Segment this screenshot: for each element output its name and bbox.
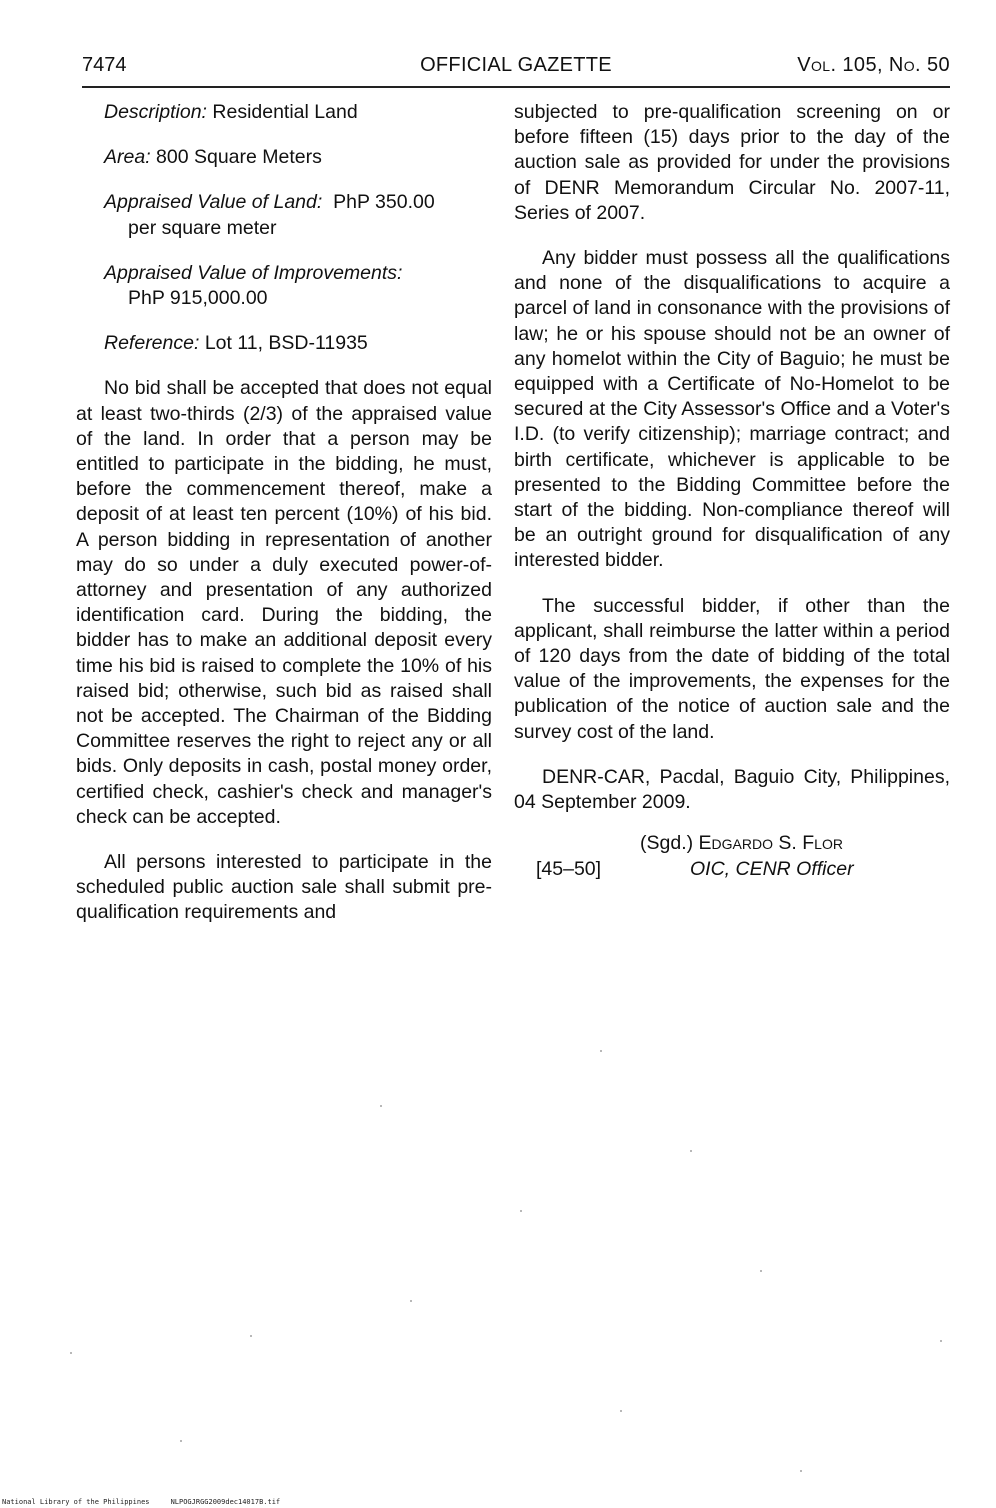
- page-number: 7474: [82, 54, 127, 76]
- signed-line: [640, 831, 843, 856]
- scan-speck: [690, 1150, 692, 1152]
- publication-title: OFFICIAL GAZETTE: [420, 54, 612, 76]
- land-value-value: PhP 350.00: [333, 191, 435, 214]
- description-field: [104, 100, 492, 125]
- scan-speck: [250, 1335, 252, 1337]
- signatory-title: OIC, CENR Officer: [690, 858, 854, 881]
- scan-speck: [520, 1210, 522, 1212]
- scan-speck: [70, 1352, 72, 1354]
- improvements-value: PhP 915,000.00: [128, 287, 268, 310]
- area-label: Area:: [104, 146, 151, 169]
- scan-speck: [800, 1470, 802, 1472]
- right-column: [514, 100, 950, 887]
- scan-speck: [180, 1440, 182, 1442]
- signature-block: [514, 831, 950, 887]
- reference-label: Reference:: [104, 332, 200, 355]
- any-bidder-paragraph: Any bidder must possess all the qualifications and none of the disqualifications to acquire a parcel of land in consonance with the provisions of law; he or his spouse should not be an owner of any homelot within the City of Baguio; he must be equipped with a Certificate of No-Homelot to be secured at the City Assessor's Office and a Voter's I.D. (to verify citizenship); marriage contract; and birth certificate, whichever is applicable to be presented to the Bidding Committee before the start of the bidding. Non-compliance thereof will be an outright ground for disqualification of any interested bidder.: [514, 247, 950, 572]
- subjected-paragraph: subjected to pre-qualification screening on or before fifteen (15) days prior to the day of the auction sale as provided for under the provisions of DENR Memorandum Circular No. 2007-11, Series of 2007.: [514, 101, 950, 224]
- issue-reference: [45–50]: [536, 858, 602, 881]
- improvements-field: [104, 261, 492, 311]
- scan-speck: [940, 1340, 942, 1342]
- reference-field: [104, 331, 492, 356]
- no-bid-paragraph: No bid shall be accepted that does not equal at least two-thirds (2/3) of the appraised value of the land. In order that a person may be entitled to participate in the bidding, he must, before the commencement thereof, make a deposit of at least ten percent (10%) of his bid. A person bidding in representation of another may do so under a duly executed power-of-attorney and presentation of any authorized identification card. During the bidding, the bidder has to make an additional deposit every time his bid is raised to complete the 10% of his raised bid; otherwise, such bid as raised shall not be accepted. The Chairman of the Bidding Committee reserves the right to reject any or all bids. Only deposits in cash, postal money order, certified check, cashier's check and manager's check can be accepted.: [76, 377, 492, 828]
- scan-speck: [380, 1105, 382, 1107]
- signed-marker: (Sgd.): [640, 832, 694, 855]
- improvements-label: Appraised Value of Improvements:: [104, 261, 403, 284]
- volume-issue: Vol. 105, No. 50: [797, 54, 950, 76]
- left-column: [76, 100, 492, 926]
- signatory-name: Edgardo S. Flor: [698, 832, 843, 855]
- reference-value: Lot 11, BSD-11935: [204, 332, 368, 355]
- area-value: 800 Square Meters: [156, 146, 322, 169]
- description-value: Residential Land: [212, 101, 358, 123]
- all-persons-paragraph: All persons interested to participate in the scheduled public auction sale shall submit pre-qualification requirements and: [76, 851, 492, 924]
- scan-speck: [410, 1300, 412, 1302]
- successful-bidder-paragraph: The successful bidder, if other than the applicant, shall reimburse the latter within a period of 120 days from the date of bidding of the total value of the improvements, the expenses for the publication of the notice of auction sale and the survey cost of the land.: [514, 594, 950, 743]
- scan-footer-stamp: National Library of the Philippines NLPOGJRGG2009dec14017B.tif: [2, 1498, 281, 1506]
- scan-speck: [760, 1270, 762, 1272]
- land-value-field: [104, 190, 492, 240]
- place-date-paragraph: DENR-CAR, Pacdal, Baguio City, Philippines, 04 September 2009.: [514, 765, 950, 814]
- land-value-label: Appraised Value of Land:: [104, 191, 323, 214]
- land-value-unit: per square meter: [128, 216, 277, 239]
- scan-speck: [600, 1050, 602, 1052]
- page-header: [82, 52, 950, 88]
- area-field: [104, 145, 492, 170]
- description-label: Description:: [104, 101, 207, 123]
- scan-speck: [620, 1410, 622, 1412]
